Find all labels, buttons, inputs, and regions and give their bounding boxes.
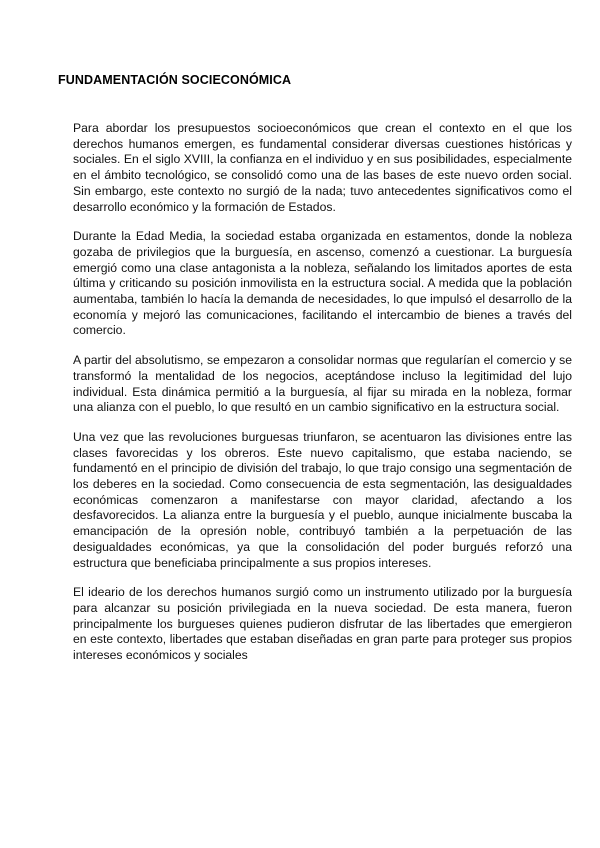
document-body: [73, 121, 572, 678]
paragraph-3: A partir del absolutismo, se empezaron a consolidar normas que regularían el comercio y se transformó la mentalidad de los negocios, aceptándose incluso la legitimidad del lujo individual. Esta dinámica permitió a la burguesía, al fijar su mirada en la nobleza, formar una alianza con el pueblo, lo que resultó en un cambio significativo en la estructura social.: [73, 353, 572, 415]
paragraph-5: El ideario de los derechos humanos surgió como un instrumento utilizado por la burguesía para alcanzar su posición privilegiada en la nueva sociedad. De esta manera, fueron principalmente los burgueses quienes pudieron disfrutar de las libertades que emergieron en este contexto, libertades que estaban diseñadas en gran parte para proteger sus propios intereses económicos y sociales: [73, 585, 572, 663]
paragraph-1: Para abordar los presupuestos socioeconómicos que crean el contexto en el que los derechos humanos emergen, es fundamental considerar diversas cuestiones históricas y sociales. En el siglo XVIII, la confianza en el individuo y en sus posibilidades, especialmente en el ámbito tecnológico, se consolidó como una de las bases de este nuevo orden social. Sin embargo, este contexto no surgió de la nada; tuvo antecedentes significativos como el desarrollo económico y la formación de Estados.: [73, 121, 572, 214]
document-title: FUNDAMENTACIÓN SOCIECONÓMICA: [58, 73, 292, 87]
paragraph-2: Durante la Edad Media, la sociedad estaba organizada en estamentos, donde la nobleza gozaba de privilegios que la burguesía, en ascenso, comenzó a cuestionar. La burguesía emergió como una clase antagonista a la nobleza, señalando los limitados aportes de esta última y criticando su posición inmovilista en la estructura social. A medida que la población aumentaba, también lo hacía la demanda de necesidades, lo que impulsó el desarrollo de la economía y mejoró las comunicaciones, facilitando el intercambio de bienes a través del comercio.: [73, 229, 572, 338]
paragraph-4: Una vez que las revoluciones burguesas triunfaron, se acentuaron las divisiones entre las clases favorecidas y los obreros. Este nuevo capitalismo, que estaba naciendo, se fundamentó en el principio de división del trabajo, lo que trajo consigo una segmentación de los deberes en la sociedad. Como consecuencia de esta segmentación, las desigualdades económicas comenzaron a manifestarse con mayor claridad, afectando a los desfavorecidos. La alianza entre la burguesía y el pueblo, aunque inicialmente buscaba la emancipación de la opresión noble, contribuyó también a la perpetuación de las desigualdades económicas, ya que la consolidación del poder burgués reforzó una estructura que beneficiaba principalmente a sus propios intereses.: [73, 429, 572, 570]
